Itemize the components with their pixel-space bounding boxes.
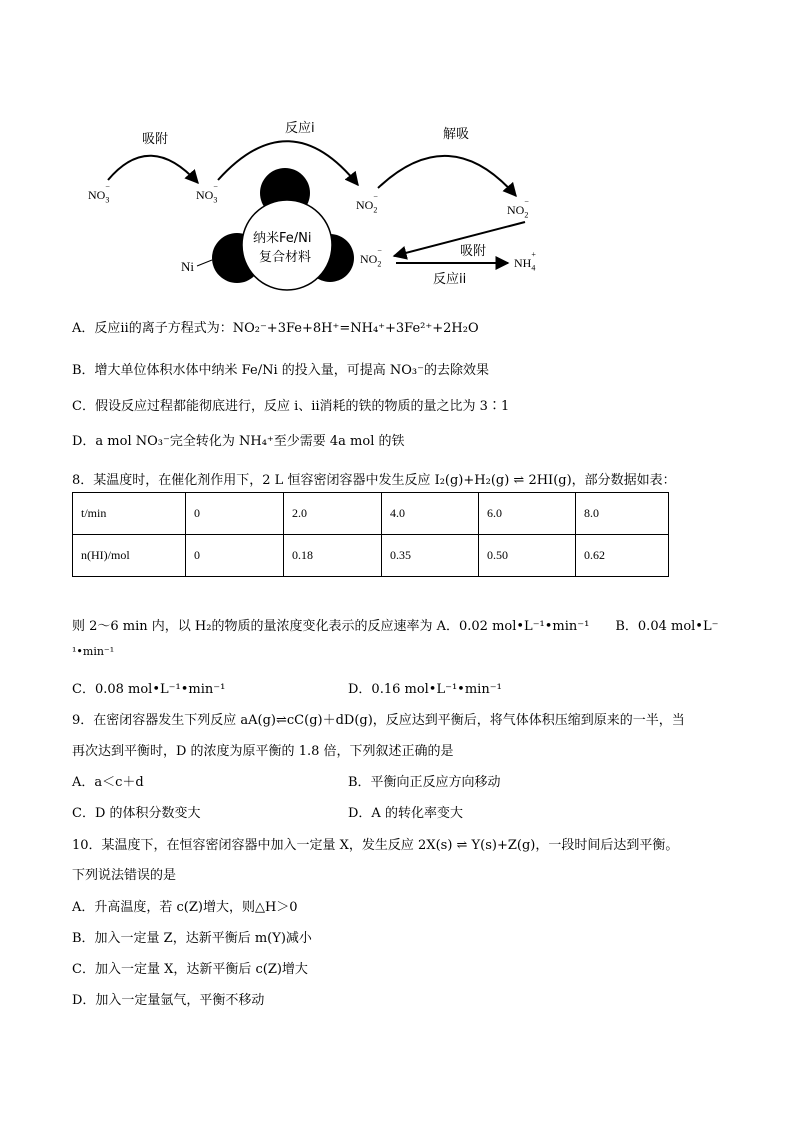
material-label-1: 纳米Fe/Ni [253, 231, 312, 246]
q7-option-d: D．a mol NO₃⁻完全转化为 NH₄⁺至少需要 4a mol 的铁 [72, 434, 405, 449]
q9-stem-2: 再次达到平衡时，D 的浓度为原平衡的 1.8 倍，下列叙述正确的是 [72, 744, 454, 759]
species-no2-b: $NO_2$ − [507, 197, 529, 220]
q10-option-b: B．加入一定量 Z，达新平衡后 m(Y)减小 [72, 931, 312, 946]
reaction-mechanism-diagram [0, 0, 794, 300]
q8-answer-line-1: 则 2～6 min 内，以 H₂的物质的量浓度变化表示的反应速率为 A．0.02 mol•L⁻¹•min⁻¹ B．0.04 mol•L⁻ [72, 619, 719, 634]
table-cell: 0.35 [382, 535, 479, 577]
table-cell: 0.50 [479, 535, 576, 577]
desorb-arrow [378, 156, 516, 196]
q7-option-c: C．假设反应过程都能彻底进行，反应 ⅰ、ⅱ消耗的铁的物质的量之比为 3∶1 [72, 399, 510, 414]
q8-option-c: C．0.08 mol•L⁻¹•min⁻¹ [72, 682, 226, 697]
table-cell: 0 [186, 535, 284, 577]
species-no2-a: $NO_2$ − [356, 192, 378, 215]
species-nh4: $NH_4$ + [514, 250, 536, 273]
adsorb-label-1: 吸附 [142, 132, 169, 147]
q8-data-table [72, 492, 669, 577]
reaction-i-label: 反应i [285, 121, 315, 136]
species-no2-c: $NO_2$ − [360, 246, 382, 269]
table-cell: t/min [73, 493, 186, 535]
table-row [73, 535, 669, 577]
species-no3-a: $NO_3$ − [88, 182, 110, 205]
table-cell: n(HI)/mol [73, 535, 186, 577]
q10-stem-1: 10．某温度下，在恒容密闭容器中加入一定量 X，发生反应 2X(s) ⇌ Y(s)+Z(g)，一段时间后达到平衡。 [72, 838, 679, 853]
species-no3-b: $NO_3$ − [196, 182, 218, 205]
q9-stem-1: 9．在密闭容器发生下列反应 aA(g)⇌cC(g)＋dD(g)，反应达到平衡后，将气体体积压缩到原来的一半，当 [72, 713, 685, 728]
adsorb-label-2: 吸附 [460, 244, 487, 259]
ni-pointer-line [197, 260, 212, 266]
q9-option-a: A．a＜c＋d [72, 775, 144, 790]
desorb-label: 解吸 [443, 127, 470, 142]
q8-stem: 8．某温度时，在催化剂作用下，2 L 恒容密闭容器中发生反应 I₂(g)+H₂(g) ⇌ 2HI(g)，部分数据如表： [72, 473, 676, 488]
table-row [73, 493, 669, 535]
table-cell: 0.62 [576, 535, 669, 577]
table-cell: 4.0 [382, 493, 479, 535]
mechanism-svg [0, 0, 794, 300]
adsorb-arrow-1 [108, 156, 198, 183]
q10-stem-2: 下列说法错误的是 [72, 868, 177, 883]
q7-option-b: B．增大单位体积水体中纳米 Fe/Ni 的投入量，可提高 NO₃⁻的去除效果 [72, 363, 489, 378]
q10-option-a: A．升高温度，若 c(Z)增大，则△H＞0 [72, 900, 298, 915]
ni-label: Ni [181, 259, 194, 274]
table-cell: 8.0 [576, 493, 669, 535]
q9-option-c: C．D 的体积分数变大 [72, 806, 201, 821]
table-cell: 6.0 [479, 493, 576, 535]
q10-option-c: C．加入一定量 X，达新平衡后 c(Z)增大 [72, 962, 308, 977]
q8-option-d: D．0.16 mol•L⁻¹•min⁻¹ [348, 682, 502, 697]
table-cell: 2.0 [284, 493, 382, 535]
q7-option-a: A．反应ⅱ的离子方程式为：NO₂⁻+3Fe+8H⁺=NH₄⁺+3Fe²⁺+2H₂O [72, 321, 479, 336]
q8-answer-line-2: ¹•min⁻¹ [72, 645, 115, 658]
table-cell: 0 [186, 493, 284, 535]
table-cell: 0.18 [284, 535, 382, 577]
q10-option-d: D．加入一定量氩气，平衡不移动 [72, 993, 265, 1008]
material-label-2: 复合材料 [259, 250, 312, 265]
q9-option-d: D．A 的转化率变大 [348, 806, 463, 821]
reaction-ii-label: 反应ii [433, 272, 467, 287]
q9-option-b: B．平衡向正反应方向移动 [348, 775, 501, 790]
